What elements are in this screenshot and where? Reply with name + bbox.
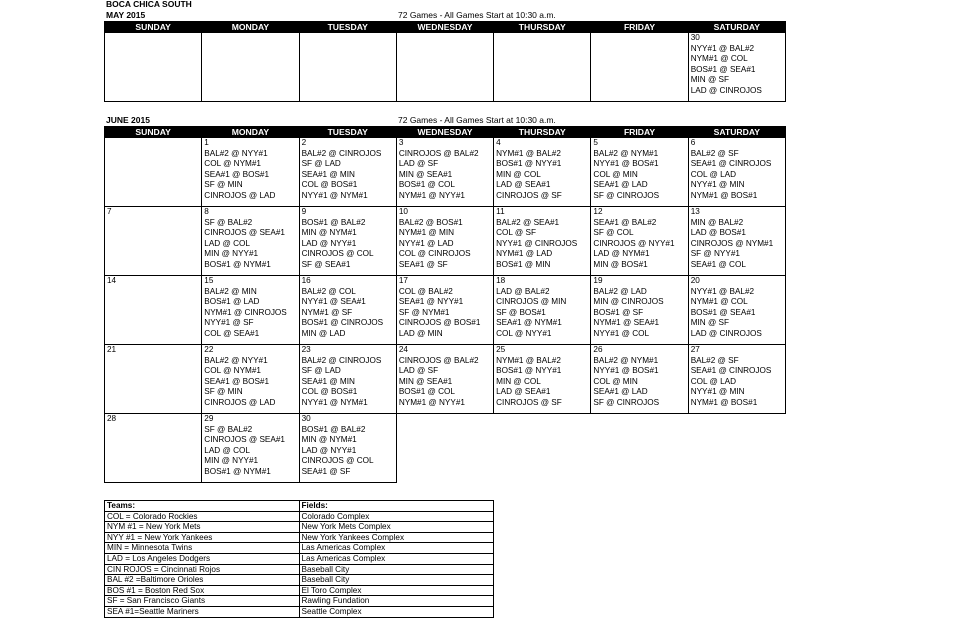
game-matchup: NYY#1 @ NYM#1 [301,397,368,407]
calendar-week-row [105,207,786,276]
day-number: 2 [301,138,307,147]
team-name: BOS #1 = Boston Red Sox [105,585,300,596]
game-matchup: SEA#1 @ LAD [593,180,648,189]
calendar-day-cell [494,207,591,276]
team-name: NYM #1 = New York Mets [105,522,300,533]
weekday-header: SUNDAY [105,22,202,33]
calendar-week-row [105,138,786,207]
game-matchup: CINROJOS @ SF [496,397,562,407]
legend-row [105,522,494,533]
calendar-day-cell [299,414,396,483]
calendar-day-cell [202,207,299,276]
game-matchup: MIN @ SF [690,75,730,84]
game-matchup: SEA#1 @ BAL#2 [593,217,657,227]
weekday-header: MONDAY [202,127,299,138]
day-number: 30 [690,33,700,42]
game-matchup: BOS#1 @ NYM#1 [204,466,271,476]
empty-day-cell [688,414,785,483]
game-matchup: COL @ MIN [593,169,638,179]
game-matchup: NYY#1 @ LAD [398,238,454,248]
calendar-week-row [105,276,786,345]
empty-day-cell [299,33,396,102]
day-number: 7 [107,207,112,216]
game-matchup: COL @ BOS#1 [301,180,358,189]
calendar-day-cell [396,138,493,207]
team-name: NYY #1 = New York Yankees [105,532,300,543]
game-matchup: SF @ BOS#1 [496,307,546,317]
game-matchup: SF @ COL [593,228,634,237]
game-matchup: BAL#2 @ SEA#1 [496,217,560,227]
may-calendar [104,21,786,102]
empty-day-cell [494,414,591,483]
game-matchup: MIN @ SEA#1 [398,376,453,386]
game-matchup: SEA#1 @ SF [301,466,351,476]
calendar-day-cell [299,345,396,414]
weekday-header-row [105,127,786,138]
calendar-day-cell [591,207,688,276]
game-matchup: BAL#2 @ NYY#1 [204,355,268,365]
game-matchup: CINROJOS @ LAD [204,190,276,200]
game-matchup: CINROJOS @ LAD [204,397,276,407]
game-matchup: BOS#1 @ MIN [496,259,551,269]
team-name: MIN = Minnesota Twins [105,543,300,554]
game-matchup: SF @ NYM#1 [398,307,450,317]
legend-row [105,511,494,522]
game-matchup: MIN @ CINROJOS [593,297,664,306]
day-number: 25 [496,345,506,354]
calendar-day-cell [688,345,785,414]
calendar-day-cell [202,414,299,483]
empty-day-cell [494,33,591,102]
game-matchup: LAD @ NYY#1 [301,445,357,455]
game-matchup: NYM#1 @ CINROJOS [204,307,287,317]
day-number: 1 [204,138,209,147]
game-matchup: COL @ MIN [593,376,638,386]
day-number: 13 [690,207,700,216]
game-matchup: LAD @ SEA#1 [496,180,551,189]
weekday-header: MONDAY [202,22,299,33]
game-matchup: BOS#1 @ BAL#2 [301,424,366,434]
calendar-day-cell [494,345,591,414]
game-matchup: BAL#2 @ LAD [593,286,647,296]
weekday-header: TUESDAY [299,22,396,33]
game-matchup: BOS#1 @ NYM#1 [204,259,271,269]
game-matchup: CINROJOS @ SEA#1 [204,228,285,237]
game-matchup: LAD @ SF [398,159,439,168]
calendar-day-cell [105,414,202,483]
game-matchup: LAD @ NYM#1 [593,249,650,258]
field-name: New York Yankees Complex [299,532,494,543]
game-matchup: NYM#1 @ NYY#1 [398,190,465,200]
legend-row [105,553,494,564]
game-matchup: BOS#1 @ BAL#2 [301,217,366,227]
weekday-header: SATURDAY [688,22,785,33]
calendar-day-cell [105,276,202,345]
game-matchup: SF @ LAD [301,159,341,168]
game-matchup: BOS#1 @ CINROJOS [301,318,384,327]
game-matchup: SF @ MIN [204,387,243,396]
game-matchup: NYM#1 @ BAL#2 [496,355,561,365]
field-name: Rawling Fundation [299,596,494,607]
game-matchup: MIN @ BAL#2 [690,217,744,227]
june-subtitle: 72 Games - All Games Start at 10:30 a.m. [398,115,556,125]
game-matchup: NYM#1 @ SF [301,307,353,317]
calendar-day-cell [202,138,299,207]
game-matchup: LAD @ BAL#2 [496,286,550,296]
game-matchup: NYY#1 @ MIN [690,387,745,396]
game-matchup: SF @ LAD [301,366,341,375]
weekday-header: SATURDAY [688,127,785,138]
game-matchup: MIN @ NYY#1 [204,456,259,465]
game-matchup: SEA#1 @ COL [690,259,746,269]
field-name: New York Mets Complex [299,522,494,533]
day-number: 14 [107,276,117,285]
game-matchup: BOS#1 @ NYY#1 [496,366,562,375]
game-matchup: COL @ BOS#1 [301,387,358,396]
calendar-day-cell [591,345,688,414]
game-matchup: NYM#1 @ BOS#1 [690,190,758,200]
game-matchup: NYY#1 @ MIN [690,180,745,189]
game-matchup: SF @ NYY#1 [690,249,740,258]
game-matchup: LAD @ COL [204,445,250,455]
calendar-week-row [105,33,786,102]
game-matchup: LAD @ CINROJOS [690,328,762,338]
game-matchup: CINROJOS @ BOS#1 [398,318,481,327]
game-matchup: NYM#1 @ MIN [398,228,455,237]
calendar-day-cell [105,207,202,276]
calendar-week-row [105,345,786,414]
calendar-day-cell [396,345,493,414]
game-matchup: MIN @ SF [690,318,730,327]
calendar-day-cell [688,276,785,345]
empty-day-cell [202,33,299,102]
game-matchup: LAD @ SEA#1 [496,387,551,396]
game-matchup: CINROJOS @ MIN [496,297,567,306]
day-number: 23 [301,345,311,354]
game-matchup: MIN @ NYM#1 [301,228,357,237]
game-matchup: LAD @ COL [204,238,250,248]
team-name: SF = San Francisco Giants [105,596,300,607]
may-subtitle: 72 Games - All Games Start at 10:30 a.m. [398,10,556,20]
game-matchup: NYY#1 @ BOS#1 [593,366,659,375]
game-matchup: BOS#1 @ SEA#1 [690,307,756,317]
calendar-day-cell [591,276,688,345]
game-matchup: MIN @ COL [496,169,541,179]
game-matchup: LAD @ SF [398,366,439,375]
day-number: 27 [690,345,700,354]
game-matchup: BOS#1 @ COL [398,387,455,396]
legend-row [105,606,494,617]
game-matchup: BAL#2 @ SF [690,355,739,365]
game-matchup: LAD @ BOS#1 [690,228,746,237]
legend-header-row [105,501,494,512]
game-matchup: COL @ NYM#1 [204,366,261,375]
empty-day-cell [396,33,493,102]
calendar-day-cell [202,276,299,345]
game-matchup: MIN @ NYY#1 [204,249,259,258]
game-matchup: NYM#1 @ SEA#1 [593,318,660,327]
game-matchup: SEA#1 @ SF [398,259,448,269]
game-matchup: CINROJOS @ SEA#1 [204,435,285,444]
calendar-day-cell [494,276,591,345]
teams-fields-legend [104,500,494,618]
game-matchup: COL @ SEA#1 [204,328,260,338]
empty-day-cell [105,138,202,207]
game-matchup: MIN @ SEA#1 [398,169,453,179]
game-matchup: SF @ CINROJOS [593,190,660,200]
game-matchup: NYY#1 @ BAL#2 [690,286,755,296]
day-number: 4 [496,138,501,147]
calendar-day-cell [688,207,785,276]
game-matchup: SEA#1 @ LAD [593,387,648,396]
day-number: 6 [690,138,696,147]
game-matchup: BOS#1 @ SF [593,307,644,317]
team-name: SEA #1=Seattle Mariners [105,606,300,617]
calendar-day-cell [688,33,785,102]
day-number: 24 [398,345,408,354]
game-matchup: COL @ SF [496,228,536,237]
calendar-day-cell [299,276,396,345]
game-matchup: MIN @ COL [496,376,541,386]
day-number: 3 [398,138,404,147]
calendar-day-cell [202,345,299,414]
game-matchup: NYY#1 @ BOS#1 [593,159,659,168]
game-matchup: NYM#1 @ BAL#2 [496,148,561,158]
day-number: 10 [398,207,408,216]
calendar-day-cell [688,138,785,207]
day-number: 28 [107,414,117,423]
field-name: Baseball City [299,575,494,586]
day-number: 21 [107,345,117,354]
day-number: 19 [593,276,603,285]
calendar-day-cell [105,345,202,414]
game-matchup: MIN @ BOS#1 [593,259,648,269]
game-matchup: CINROJOS @ NYY#1 [593,238,675,248]
weekday-header: FRIDAY [591,22,688,33]
day-number: 26 [593,345,603,354]
game-matchup: CINROJOS @ COL [301,456,374,465]
field-name: Baseball City [299,564,494,575]
legend-row [105,543,494,554]
weekday-header: SUNDAY [105,127,202,138]
calendar-day-cell [299,138,396,207]
game-matchup: SEA#1 @ NYM#1 [496,318,562,327]
empty-day-cell [591,414,688,483]
game-matchup: NYM#1 @ COL [690,297,748,306]
game-matchup: BOS#1 @ NYY#1 [496,159,562,168]
game-matchup: COL @ NYY#1 [496,328,552,338]
weekday-header: TUESDAY [299,127,396,138]
game-matchup: SEA#1 @ CINROJOS [690,159,772,168]
game-matchup: SF @ CINROJOS [593,397,660,407]
field-name: Las Americas Complex [299,553,494,564]
game-matchup: CINROJOS @ COL [301,249,374,258]
team-name: LAD = Los Angeles Dodgers [105,553,300,564]
weekday-header: FRIDAY [591,127,688,138]
game-matchup: LAD @ CINROJOS [690,85,762,95]
team-name: CIN ROJOS = Cincinnati Rojos [105,564,300,575]
game-matchup: COL @ BAL#2 [398,286,453,296]
game-matchup: NYY#1 @ BAL#2 [690,43,755,53]
day-number: 22 [204,345,214,354]
empty-day-cell [591,33,688,102]
game-matchup: MIN @ LAD [301,328,346,338]
game-matchup: SF @ MIN [204,180,243,189]
game-matchup: BAL#2 @ CINROJOS [301,148,382,158]
game-matchup: NYM#1 @ LAD [496,249,553,258]
game-matchup: SF @ BAL#2 [204,424,253,434]
game-matchup: SEA#1 @ BOS#1 [204,169,270,179]
game-matchup: LAD @ NYY#1 [301,238,357,248]
day-number: 9 [301,207,307,216]
game-matchup: BAL#2 @ NYY#1 [204,148,268,158]
game-matchup: CINROJOS @ SF [496,190,562,200]
game-matchup: NYY#1 @ SEA#1 [301,297,366,306]
field-name: Las Americas Complex [299,543,494,554]
field-name: El Toro Complex [299,585,494,596]
calendar-day-cell [299,207,396,276]
team-name: BAL #2 =Baltimore Orioles [105,575,300,586]
weekday-header: THURSDAY [494,127,591,138]
calendar-day-cell [494,138,591,207]
field-name: Colorado Complex [299,511,494,522]
game-matchup: SEA#1 @ MIN [301,376,355,386]
game-matchup: BAL#2 @ MIN [204,286,257,296]
day-number: 20 [690,276,700,285]
day-number: 15 [204,276,214,285]
game-matchup: BAL#2 @ SF [690,148,739,158]
empty-day-cell [396,414,493,483]
game-matchup: BAL#2 @ NYM#1 [593,355,659,365]
game-matchup: BAL#2 @ BOS#1 [398,217,463,227]
calendar-day-cell [396,207,493,276]
day-number: 29 [204,414,214,423]
game-matchup: NYM#1 @ BOS#1 [690,397,758,407]
game-matchup: NYY#1 @ CINROJOS [496,238,578,248]
game-matchup: NYM#1 @ COL [690,54,748,63]
game-matchup: SF @ SEA#1 [301,259,351,269]
game-matchup: SF @ BAL#2 [204,217,253,227]
game-matchup: NYY#1 @ NYM#1 [301,190,368,200]
game-matchup: CINROJOS @ BAL#2 [398,355,479,365]
game-matchup: CINROJOS @ NYM#1 [690,238,774,248]
game-matchup: BOS#1 @ SEA#1 [690,64,756,74]
empty-day-cell [105,33,202,102]
game-matchup: SEA#1 @ CINROJOS [690,366,772,375]
day-number: 16 [301,276,311,285]
weekday-header: WEDNESDAY [396,22,493,33]
legend-row [105,596,494,607]
game-matchup: COL @ NYM#1 [204,159,261,168]
game-matchup: SEA#1 @ NYY#1 [398,297,464,306]
weekday-header: WEDNESDAY [396,127,493,138]
day-number: 8 [204,207,209,216]
game-matchup: BAL#2 @ CINROJOS [301,355,382,365]
june-calendar [104,126,786,483]
may-month-title: MAY 2015 [106,10,146,20]
day-number: 17 [398,276,408,285]
field-name: Seattle Complex [299,606,494,617]
game-matchup: NYY#1 @ SF [204,318,254,327]
game-matchup: COL @ LAD [690,169,737,179]
weekday-header-row [105,22,786,33]
legend-row [105,532,494,543]
game-matchup: NYY#1 @ COL [593,328,650,338]
day-number: 30 [301,414,311,423]
game-matchup: COL @ CINROJOS [398,249,471,258]
game-matchup: CINROJOS @ BAL#2 [398,148,479,158]
team-name: COL = Colorado Rockies [105,511,300,522]
day-number: 11 [496,207,505,216]
game-matchup: NYM#1 @ NYY#1 [398,397,465,407]
league-title: BOCA CHICA SOUTH [106,0,192,9]
game-matchup: SEA#1 @ MIN [301,169,355,179]
game-matchup: COL @ LAD [690,376,737,386]
legend-row [105,575,494,586]
legend-fields-header: Fields: [299,501,494,512]
weekday-header: THURSDAY [494,22,591,33]
legend-row [105,585,494,596]
game-matchup: BAL#2 @ COL [301,286,356,296]
calendar-day-cell [396,276,493,345]
day-number: 5 [593,138,598,147]
game-matchup: BOS#1 @ COL [398,180,455,189]
legend-row [105,564,494,575]
game-matchup: MIN @ NYM#1 [301,435,357,444]
game-matchup: BOS#1 @ LAD [204,297,260,306]
game-matchup: LAD @ MIN [398,328,443,338]
legend-teams-header: Teams: [105,501,300,512]
june-month-title: JUNE 2015 [106,115,150,125]
game-matchup: BAL#2 @ NYM#1 [593,148,659,158]
day-number: 12 [593,207,603,216]
game-matchup: SEA#1 @ BOS#1 [204,376,270,386]
day-number: 18 [496,276,506,285]
calendar-day-cell [591,138,688,207]
calendar-week-row [105,414,786,483]
